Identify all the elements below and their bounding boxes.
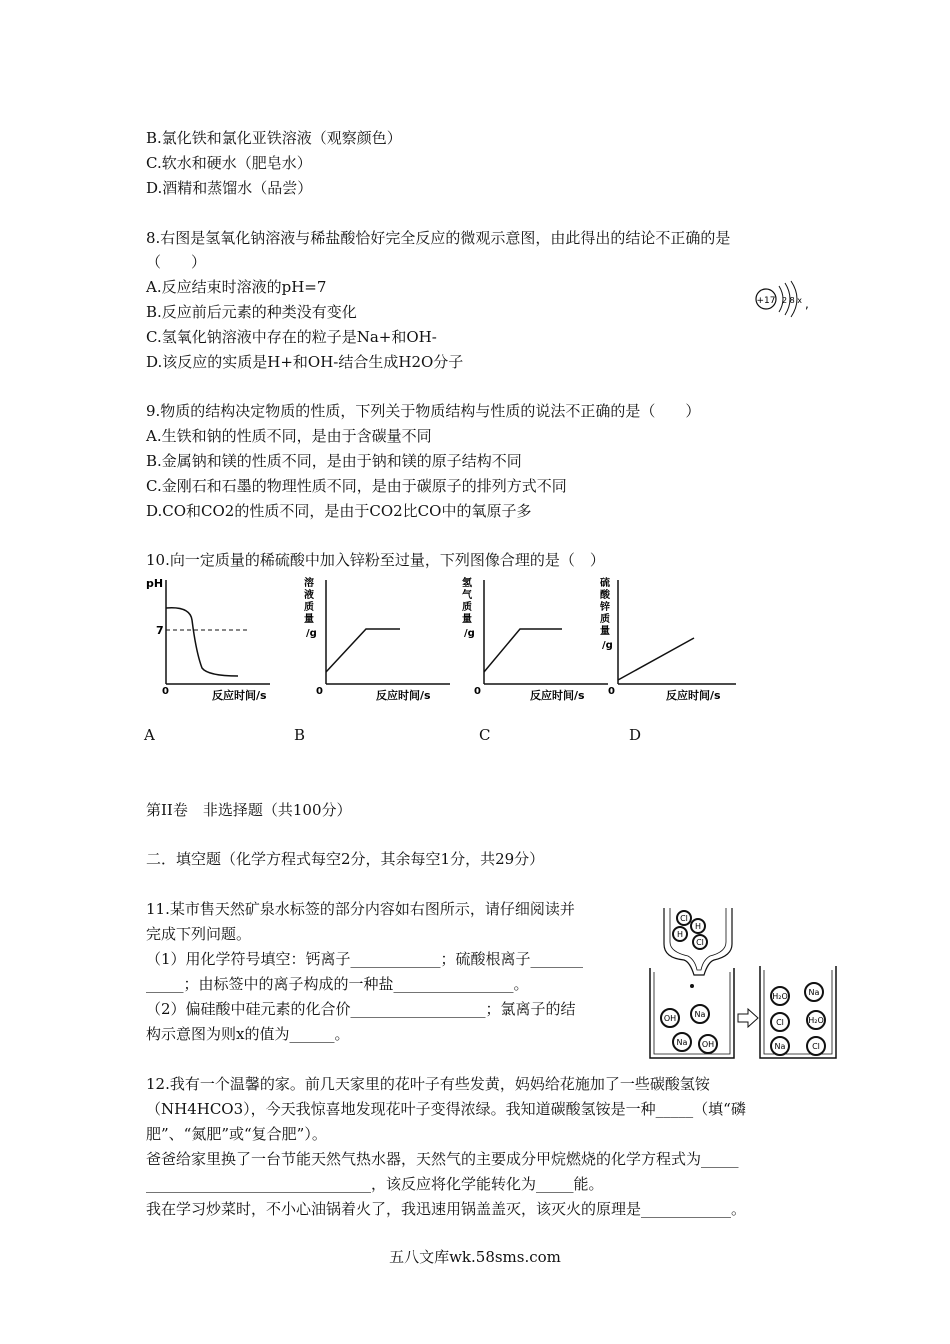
q9-option-a: A.生铁和钠的性质不同，是由于含碳量不同: [146, 427, 432, 445]
ion-shells-label: 2 8 x: [782, 296, 802, 305]
graph-d: [596, 572, 746, 702]
particle-oh-1: OH: [663, 1014, 677, 1023]
graph-a-xlabel: 反应时间/s: [212, 689, 267, 702]
particle-h-2: H: [676, 930, 684, 939]
graph-c-origin: 0: [474, 686, 481, 697]
particle-cl-1: Cl: [680, 914, 688, 923]
graph-d-origin: 0: [608, 686, 615, 697]
q7-option-b: B.氯化铁和氯化亚铁溶液（观察颜色）: [146, 129, 402, 147]
ion-nucleus-label: +17: [756, 296, 776, 306]
graph-a-ylabel: pH: [146, 577, 164, 590]
graph-a-origin: 0: [162, 686, 169, 697]
q11-line-4: _____；由标签中的离子构成的一种盐________________。: [146, 975, 529, 993]
graph-d-xlabel: 反应时间/s: [666, 689, 721, 702]
svg-text:量: 量: [462, 614, 472, 625]
graph-b-xlabel: 反应时间/s: [376, 689, 431, 702]
particle-h-1: H: [694, 922, 702, 931]
graph-b-ylabel-4: 量: [304, 614, 314, 625]
q12-line-2: （NH4HCO3），今天我惊喜地发现花叶子变得浓绿。我知道碳酸氢铵是一种_____（填“磷: [146, 1100, 746, 1118]
particle-h2o-2: H₂O: [808, 1016, 824, 1025]
particle-oh-2: OH: [701, 1040, 715, 1049]
svg-text:气: 气: [462, 590, 472, 601]
graph-c-option: C: [479, 726, 491, 744]
svg-text:/g: /g: [464, 628, 475, 639]
section-2-title: 第II卷 非选择题（共100分）: [146, 801, 352, 819]
particle-h2o-1: H₂O: [772, 992, 788, 1001]
q8-option-b: B.反应前后元素的种类没有变化: [146, 303, 357, 321]
particle-cl-2: Cl: [696, 938, 704, 947]
graph-b-ylabel-1: 溶: [304, 578, 314, 589]
q12-line-1: 12.我有一个温馨的家。前几天家里的花叶子有些发黄，妈妈给花施加了一些碳酸氢铵: [146, 1075, 710, 1093]
q11-line-6: 构示意图为则x的值为______。: [146, 1025, 350, 1043]
q9-option-b: B.金属钠和镁的性质不同，是由于钠和镁的原子结构不同: [146, 452, 522, 470]
graph-c-xlabel: 反应时间/s: [530, 689, 585, 702]
q11-line-3: （1）用化学符号填空：钙离子____________；硫酸根离子_______: [146, 950, 584, 968]
q12-line-3: 肥”、“氮肥”或“复合肥”）。: [146, 1125, 327, 1143]
particle-na-3: Na: [808, 988, 820, 997]
graph-b-origin: 0: [316, 686, 323, 697]
page-footer: 五八文库wk.58sms.com: [389, 1248, 561, 1266]
q11-line-2: 完成下列问题。: [146, 925, 252, 943]
svg-text:氢: 氢: [462, 578, 472, 589]
q9-option-d: D.CO和CO2的性质不同，是由于CO2比CO中的氧原子多: [146, 502, 532, 520]
graph-a: [140, 572, 280, 702]
q8-option-d: D.该反应的实质是H+和OH-结合生成H2O分子: [146, 353, 464, 371]
q11-line-5: （2）偏硅酸中硅元素的化合价__________________；氯离子的结: [146, 1000, 576, 1018]
particle-na-2: Na: [676, 1038, 688, 1047]
q9-stem: 9.物质的结构决定物质的性质，下列关于物质结构与性质的说法不正确的是（ ）: [146, 402, 701, 420]
q7-option-c: C.软水和硬水（肥皂水）: [146, 154, 312, 172]
svg-text:量: 量: [600, 626, 610, 637]
q10-stem: 10.向一定质量的稀硫酸中加入锌粉至过量，下列图像合理的是（ ）: [146, 551, 605, 569]
q11-line-1: 11.某市售天然矿泉水标签的部分内容如右图所示，请仔细阅读并: [146, 900, 575, 918]
q8-option-a: A.反应结束时溶液的pH=7: [146, 278, 327, 296]
neutralization-diagram: [640, 900, 840, 1068]
svg-text:酸: 酸: [600, 590, 610, 601]
graph-a-option: A: [144, 726, 155, 744]
graph-b-option: B: [294, 726, 306, 744]
q8-option-c: C.氢氧化钠溶液中存在的粒子是Na+和OH-: [146, 328, 437, 346]
q8-paren: （ ）: [146, 253, 207, 271]
particle-cl-4: Cl: [812, 1042, 820, 1051]
q8-stem: 8.右图是氢氧化钠溶液与稀盐酸恰好完全反应的微观示意图，由此得出的结论不正确的是: [146, 229, 731, 247]
graph-a-mark: 7: [156, 624, 164, 637]
q12-line-4: 爸爸给家里换了一台节能天然气热水器，天然气的主要成分甲烷燃烧的化学方程式为_____: [146, 1150, 739, 1168]
q9-option-c: C.金刚石和石墨的物理性质不同，是由于碳原子的排列方式不同: [146, 477, 567, 495]
graph-b-ylabel-2: 液: [304, 590, 314, 601]
svg-text:锌: 锌: [600, 602, 610, 613]
q12-line-5: ______________________________，该反应将化学能转化为_____能。: [146, 1175, 604, 1193]
q12-line-6: 我在学习炒菜时，不小心油锅着火了，我迅速用锅盖盖灭，该灭火的原理是____________。: [146, 1200, 747, 1218]
particle-na-1: Na: [694, 1010, 706, 1019]
q7-option-d: D.酒精和蒸馏水（品尝）: [146, 179, 313, 197]
graph-b-ylabel-3: 质: [304, 602, 314, 613]
particle-na-4: Na: [774, 1042, 786, 1051]
chloride-ion-diagram: [752, 280, 812, 320]
graph-d-option: D: [629, 726, 642, 744]
graph-b: [300, 572, 460, 702]
svg-text:/g: /g: [602, 640, 613, 651]
svg-text:质: 质: [600, 614, 610, 625]
part-2-title: 二．填空题（化学方程式每空2分，其余每空1分，共29分）: [146, 850, 545, 868]
svg-text:,: ,: [805, 297, 809, 311]
particle-cl-3: Cl: [776, 1018, 784, 1027]
graph-b-ylabel-5: /g: [306, 628, 317, 639]
svg-text:质: 质: [462, 602, 472, 613]
svg-text:硫: 硫: [600, 578, 610, 589]
graph-c: [458, 572, 618, 702]
